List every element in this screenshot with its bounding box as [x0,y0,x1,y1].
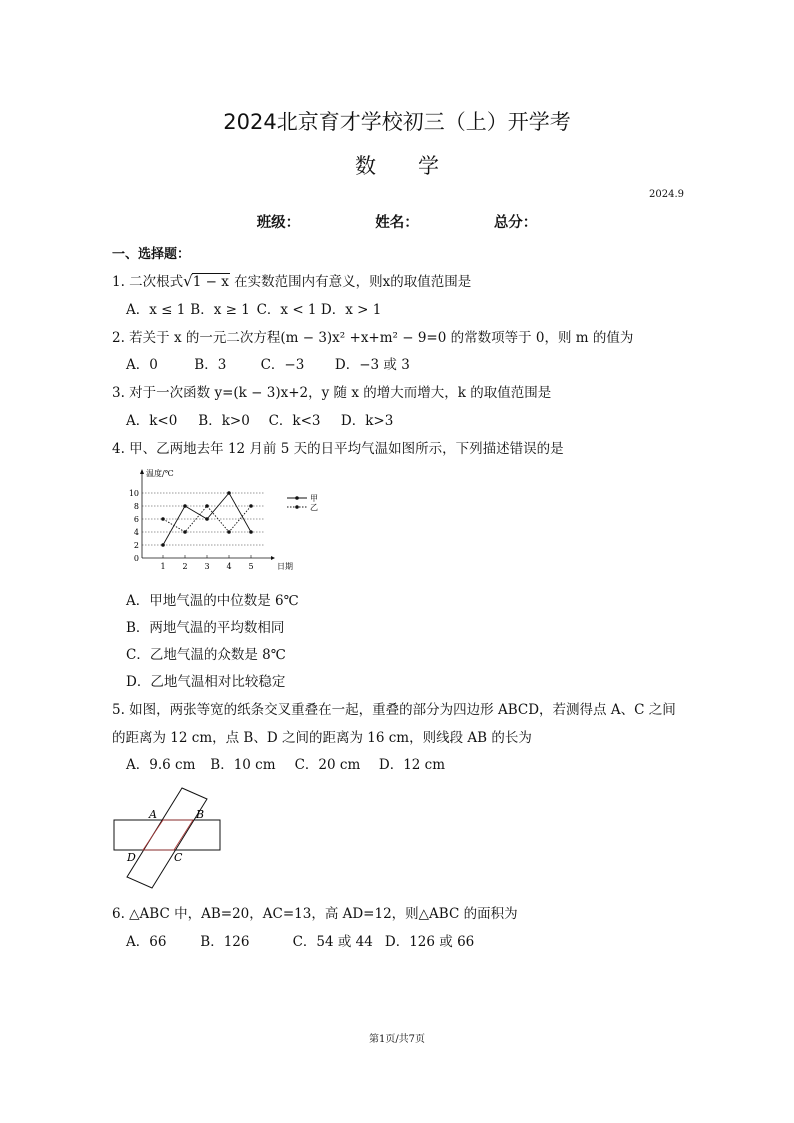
subject-title: 数 学 [355,154,439,178]
series-1-point [249,530,253,534]
page-footer: 第1页/共7页 [368,1034,426,1045]
option: C．x < 1 [256,302,317,318]
score-field-label: 总分： [493,215,538,231]
question-6: 6. △ABC 中，AB=20，AC=13，高 AD=12，则△ABC 的面积为 [112,906,518,922]
series-1-point [183,504,187,508]
question-5-line-2: 的距离为 12 cm，点 B、D 之间的距离为 16 cm，则线段 AB 的长为 [112,730,532,746]
radical-sign: √ [183,272,193,290]
option: D．k>3 [340,413,394,429]
question-4: 4. 甲、乙两地去年 12 月前 5 天的日平均气温如图所示，下列描述错误的是 [112,441,564,457]
x-tick-label: 1 [160,562,166,571]
question-1 [112,270,471,290]
x-tick-label: 3 [204,562,210,571]
x-axis-label: 日期 [277,562,293,571]
series-1-point [205,517,209,521]
y-tick-label: 0 [133,554,139,563]
section-heading: 一、选择题： [112,247,191,262]
option: A．k<0 [126,413,178,429]
option: D．126 或 66 [384,934,475,950]
option: A．9.6 cm [126,757,196,773]
y-axis-arrow [140,469,144,474]
name-field-label: 姓名： [375,215,419,231]
y-tick-label: 6 [133,515,139,524]
q4-option-c: C．乙地气温的众数是 8℃ [126,647,286,663]
x-tick-label: 4 [226,562,232,571]
option: C．−3 [260,357,305,373]
class-field-label: 班级： [256,215,301,231]
slanted-strip [127,788,207,888]
label-a: A [149,808,157,821]
q6-options [126,930,474,950]
q2-options [126,353,410,373]
q1-text-pre: 1. 二次根式 [112,274,184,290]
q1-text-post: 在实数范围内有意义，则x的取值范围是 [234,274,472,290]
overlap-quadrilateral [143,820,193,850]
q3-options [126,409,393,429]
question-2: 2. 若关于 x 的一元二次方程(m − 3)x² +x+m² − 9=0 的常数项等于 0，则 m 的值为 [112,330,634,346]
student-info [0,211,794,232]
question-5-line-1: 5. 如图，两张等宽的纸条交叉重叠在一起，重叠的部分为四边形 ABCD，若测得点 A、C 之间 [112,702,676,718]
q4-option-a: A．甲地气温的中位数是 6℃ [126,593,299,609]
option: B．126 [200,934,250,950]
option: B．k>0 [198,413,250,429]
option: D．x > 1 [320,302,382,318]
series-2-point [183,530,187,534]
x-tick-label: 5 [248,562,254,571]
option: D．12 cm [378,757,446,773]
series-1-point [227,491,231,495]
paper-strips-figure [108,782,228,892]
y-tick-label: 2 [133,541,139,550]
option: C．54 或 44 [292,934,373,950]
label-b: B [196,808,205,821]
y-tick-label: 10 [128,489,139,498]
series-2-point [249,504,253,508]
q5-options [126,753,445,773]
y-tick-label: 8 [133,502,139,511]
label-d: D [127,851,136,864]
option: C．k<3 [268,413,321,429]
chart-legend [287,494,318,512]
option: B．10 cm [210,757,276,773]
series-2-point [205,504,209,508]
option: B．x ≥ 1 [190,302,250,318]
label-c: C [174,851,183,864]
x-axis-arrow [271,556,275,560]
series-1-point [161,543,165,547]
legend-marker-2 [295,505,299,509]
q1-options [126,298,381,318]
option: D．−3 或 3 [334,357,410,373]
y-tick-label: 4 [133,528,139,537]
x-tick-label: 2 [182,562,188,571]
series-2-point [161,517,165,521]
question-3: 3. 对于一次函数 y=(k − 3)x+2，y 随 x 的增大而增大，k 的取值范围是 [112,385,552,401]
legend-marker-1 [295,496,299,500]
exam-date: 2024.9 [649,189,684,200]
legend-label-1: 甲 [310,494,318,503]
legend-label-2: 乙 [310,503,318,512]
series-2-point [227,530,231,534]
option: B．3 [194,357,227,373]
chart-grid [142,493,265,545]
q4-option-d: D．乙地气温相对比较稳定 [126,674,286,690]
horizontal-strip [114,820,220,850]
temperature-line-chart [112,462,352,578]
option: A．0 [126,357,158,373]
option: A．66 [126,934,167,950]
exam-title: 2024北京育才学校初三（上）开学考 [223,110,571,134]
y-axis-label: 温度/℃ [146,469,174,478]
q1-radicand: 1 − x [192,274,229,290]
q4-option-b: B．两地气温的平均数相同 [126,620,285,636]
option: C．20 cm [294,757,361,773]
option: A．x ≤ 1 [126,302,186,318]
chart-axes [129,468,293,571]
